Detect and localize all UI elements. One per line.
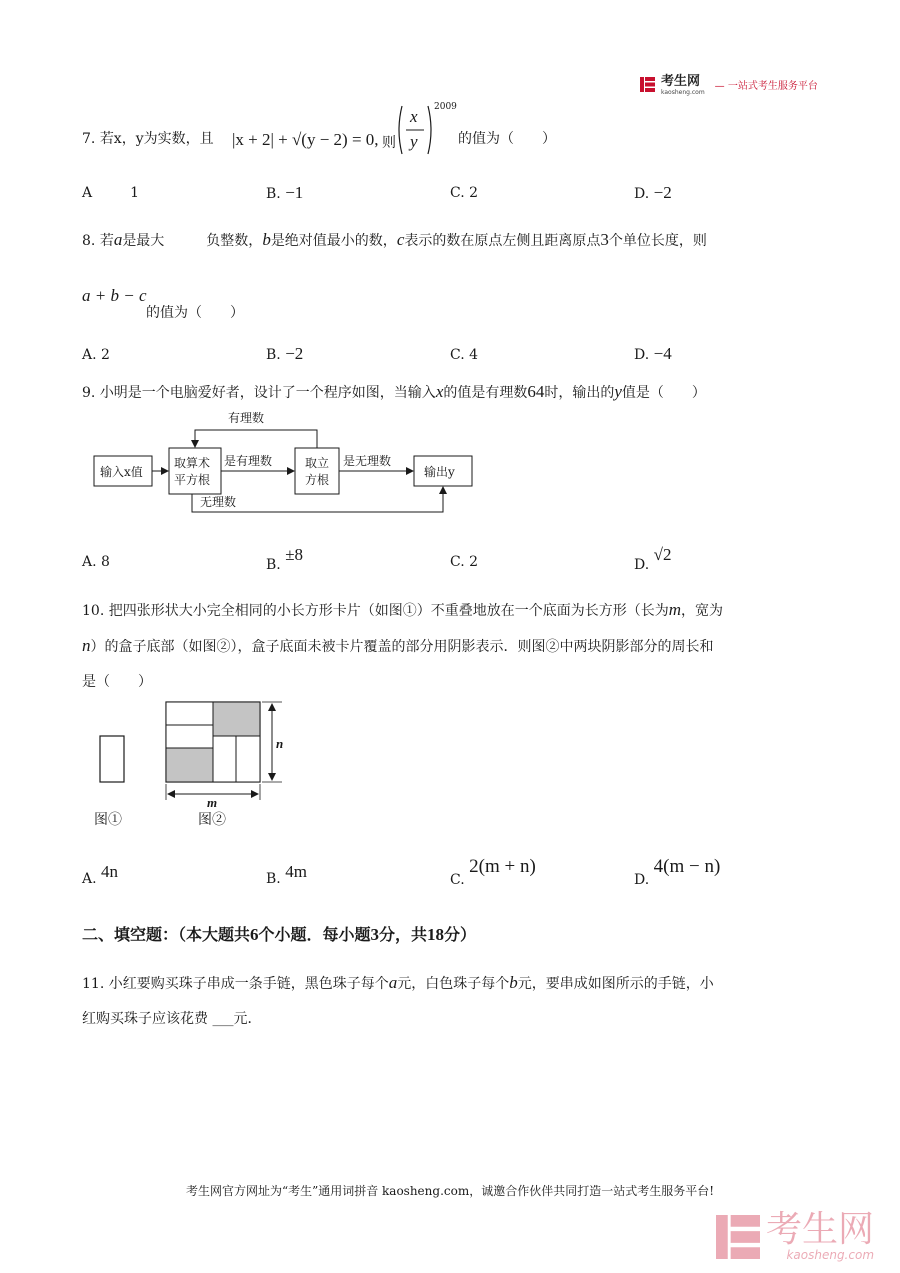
q7-number: 7. [82, 131, 96, 147]
q8-text-a: 若 [99, 233, 114, 249]
q8-text-b: 是最大 负整数， [122, 233, 263, 249]
brand-logo-icon [640, 77, 655, 92]
q10-number: 10. [82, 603, 105, 619]
q11-text-a: 小红要购买珠子串成一条手链，黑色珠子每个 [108, 976, 389, 992]
q11-text-c: 元，要串成如图所示的手链，小 [517, 976, 714, 992]
q7-frac-den: y [410, 132, 418, 151]
q10-option-d-value: 4(m − n) [653, 856, 721, 877]
section2-points: 3 [370, 925, 380, 944]
q8-text-e: 个单位长度，则 [608, 233, 707, 249]
flow-sqrt-label-2: 平方根 [174, 473, 211, 487]
brand-slogan: — 一站式考生服务平台 [714, 81, 818, 92]
q11-number: 11. [82, 976, 105, 992]
q7-option-c-label: C. [450, 185, 465, 201]
watermark-site: kaosheng.com [786, 1248, 875, 1262]
question-8 [82, 230, 707, 250]
q8-expr: a + b − c [82, 286, 147, 305]
q7-exponent: 2009 [434, 102, 457, 112]
q10-option-a [82, 862, 119, 887]
section-2-heading [82, 922, 476, 945]
fig2-shade-top-right [213, 702, 260, 736]
q7-option-c-value: 2 [469, 185, 479, 201]
q9-text-b: 的值是有理数 [443, 385, 528, 401]
q10-option-a-value: 4n [101, 862, 119, 881]
q7-text: 若x，y为实数，且 [99, 131, 214, 147]
fig2-label: 图② [198, 812, 226, 828]
q8-option-b-value: −2 [285, 344, 304, 363]
q7-tail: 的值为（ ） [458, 131, 556, 147]
q8-three: 3 [600, 230, 609, 249]
flow-arrow-loop [195, 430, 317, 448]
q8-number: 8. [82, 233, 96, 249]
fig2-dim-m-label: m [207, 795, 218, 810]
q8-var-a: a [113, 230, 123, 249]
q7-option-d-value: −2 [653, 183, 672, 202]
flow-cbrt-box [295, 448, 339, 494]
q10-line3: 是（ ） [82, 674, 152, 690]
section2-text-b: 个小题．每小题 [258, 925, 371, 944]
q10-var-n: n [82, 636, 91, 655]
q10-option-b [266, 862, 307, 887]
page-footer: 考生网官方网址为“考生”通用词拼音 kaosheng.com，诚邀合作伙伴共同打造一站式考生服务平台! [185, 1184, 715, 1198]
q8-option-a-value: 2 [101, 347, 110, 363]
flow-cbrt-label-1: 取立 [305, 456, 330, 470]
brand-name: 考生网 [661, 74, 701, 89]
q8-option-a [82, 347, 110, 363]
q9-var-x: x [435, 382, 444, 401]
q7-option-c [450, 185, 478, 201]
q7-frac-num: x [410, 107, 418, 126]
q10-figures [90, 696, 300, 836]
fig2-shade-bottom-left [166, 748, 213, 782]
q10-option-a-label: A. [82, 871, 97, 887]
q9-option-b-value: ±8 [285, 545, 304, 564]
flow-cbrt-label-2: 方根 [305, 473, 330, 487]
q7-fraction [396, 104, 434, 156]
q8-option-c [450, 347, 478, 363]
q7-option-b [266, 183, 303, 203]
q8-option-b-label: B. [266, 347, 281, 363]
q8-option-c-label: C. [450, 347, 465, 363]
q7-option-b-value: −1 [285, 183, 304, 202]
section2-text-d: 分） [444, 925, 477, 944]
section2-text-c: 分，共 [379, 925, 428, 944]
fig2-card-h2 [166, 725, 213, 748]
q7-option-b-label: B. [266, 186, 281, 202]
q8-text-c: 是绝对值最小的数， [270, 233, 397, 249]
question-7 [82, 128, 214, 148]
watermark-text [766, 1209, 875, 1262]
flow-output-label: 输出y [424, 465, 455, 479]
q11-var-a: a [388, 973, 398, 992]
watermark-logo-icon [716, 1215, 760, 1259]
fig2-card-v2 [236, 736, 260, 782]
q9-option-a [82, 554, 110, 570]
q9-number: 9. [82, 385, 96, 401]
question-11 [82, 973, 714, 993]
q8-option-d-value: −4 [653, 344, 672, 363]
q7-option-a [82, 185, 139, 201]
flow-input-label: 输入x值 [100, 465, 143, 479]
q9-option-d [634, 545, 672, 573]
q9-var-y: y [614, 382, 622, 401]
q7-option-a-label: A [82, 185, 93, 201]
header-brand [640, 73, 818, 96]
q9-text-d: 值是（ ） [621, 385, 706, 401]
q8-option-d-label: D. [634, 347, 650, 363]
q11-line2: 红购买珠子应该花费 ___元． [82, 1011, 262, 1027]
q10-option-d [634, 856, 721, 888]
q8-option-a-label: A. [82, 347, 97, 363]
q9-option-b-label: B. [266, 557, 281, 573]
q9-num64: 64 [527, 382, 545, 401]
fig2-dim-n-label: n [276, 736, 284, 751]
watermark [716, 1209, 875, 1262]
q8-option-c-value: 4 [469, 347, 479, 363]
brand-slogan-text: 一站式考生服务平台 [727, 81, 818, 92]
flow-irrational-label: 无理数 [200, 495, 237, 509]
q10-option-c-value: 2(m + n) [469, 856, 536, 877]
fig1-card [100, 736, 124, 782]
q11-var-b: b [509, 973, 518, 992]
q8-option-b [266, 344, 303, 364]
flow-is-rational-label: 是有理数 [224, 454, 273, 468]
q9-option-c [450, 554, 478, 570]
q8-text-d: 表示的数在原点左侧且距离原点 [404, 233, 601, 249]
q9-flowchart [90, 404, 490, 522]
q9-option-a-value: 8 [101, 554, 110, 570]
q8-var-b: b [262, 230, 271, 249]
q9-option-c-label: C. [450, 554, 465, 570]
flow-rational-top-label: 有理数 [228, 411, 265, 425]
q10-option-d-label: D. [634, 872, 650, 888]
fig1-label: 图① [94, 812, 122, 828]
q8-option-d [634, 344, 672, 364]
watermark-name: 考生网 [766, 1209, 875, 1250]
q9-option-b [266, 545, 304, 573]
section2-text-a: 二、填空题：（本大题共 [82, 925, 251, 944]
q9-option-a-label: A. [82, 554, 97, 570]
flow-sqrt-box [169, 448, 221, 494]
q9-option-c-value: 2 [469, 554, 479, 570]
q10-option-c [450, 856, 536, 888]
q10-line2: ）的盒子底部（如图②），盒子底面未被卡片覆盖的部分用阴影表示．则图②中两块阴影部分的周长和 [90, 639, 714, 655]
q9-option-d-label: D. [634, 557, 650, 573]
q10-option-c-label: C. [450, 872, 465, 888]
q10-var-m: m [668, 600, 681, 619]
flow-sqrt-label-1: 取算术 [174, 456, 211, 470]
section2-total: 18 [427, 925, 445, 944]
flow-is-irrational-label: 是无理数 [343, 454, 392, 468]
q8-var-c: c [396, 230, 405, 249]
q11-text-b: 元，白色珠子每个 [397, 976, 510, 992]
q10-option-b-label: B. [266, 871, 281, 887]
fig2-card-h1 [166, 702, 213, 725]
q10-text-a: 把四张形状大小完全相同的小长方形卡片（如图①）不重叠地放在一个底面为长方形（长为 [108, 603, 669, 619]
q7-then: 则 [382, 135, 396, 151]
q10-line2-wrap [82, 636, 714, 656]
q7-option-d [634, 183, 672, 203]
question-9 [82, 382, 706, 402]
q7-option-a-value: 1 [130, 185, 140, 201]
q10-option-b-value: 4m [285, 862, 307, 881]
brand-site: kaosheng.com [661, 89, 705, 96]
brand-text [661, 73, 705, 96]
q9-text-c: 时，输出的 [544, 385, 615, 401]
fig2-card-v1 [213, 736, 236, 782]
q7-option-d-label: D. [634, 186, 650, 202]
q7-formula: |x + 2| + √(y − 2) = 0, [232, 130, 379, 149]
q9-option-d-value: √2 [653, 545, 672, 564]
q10-text-b: ，宽为 [681, 603, 723, 619]
q9-text-a: 小明是一个电脑爱好者，设计了一个程序如图，当输入 [99, 385, 436, 401]
section2-count: 6 [250, 925, 259, 944]
question-10 [82, 600, 723, 620]
q8-line2: 的值为（ ） [146, 305, 244, 321]
